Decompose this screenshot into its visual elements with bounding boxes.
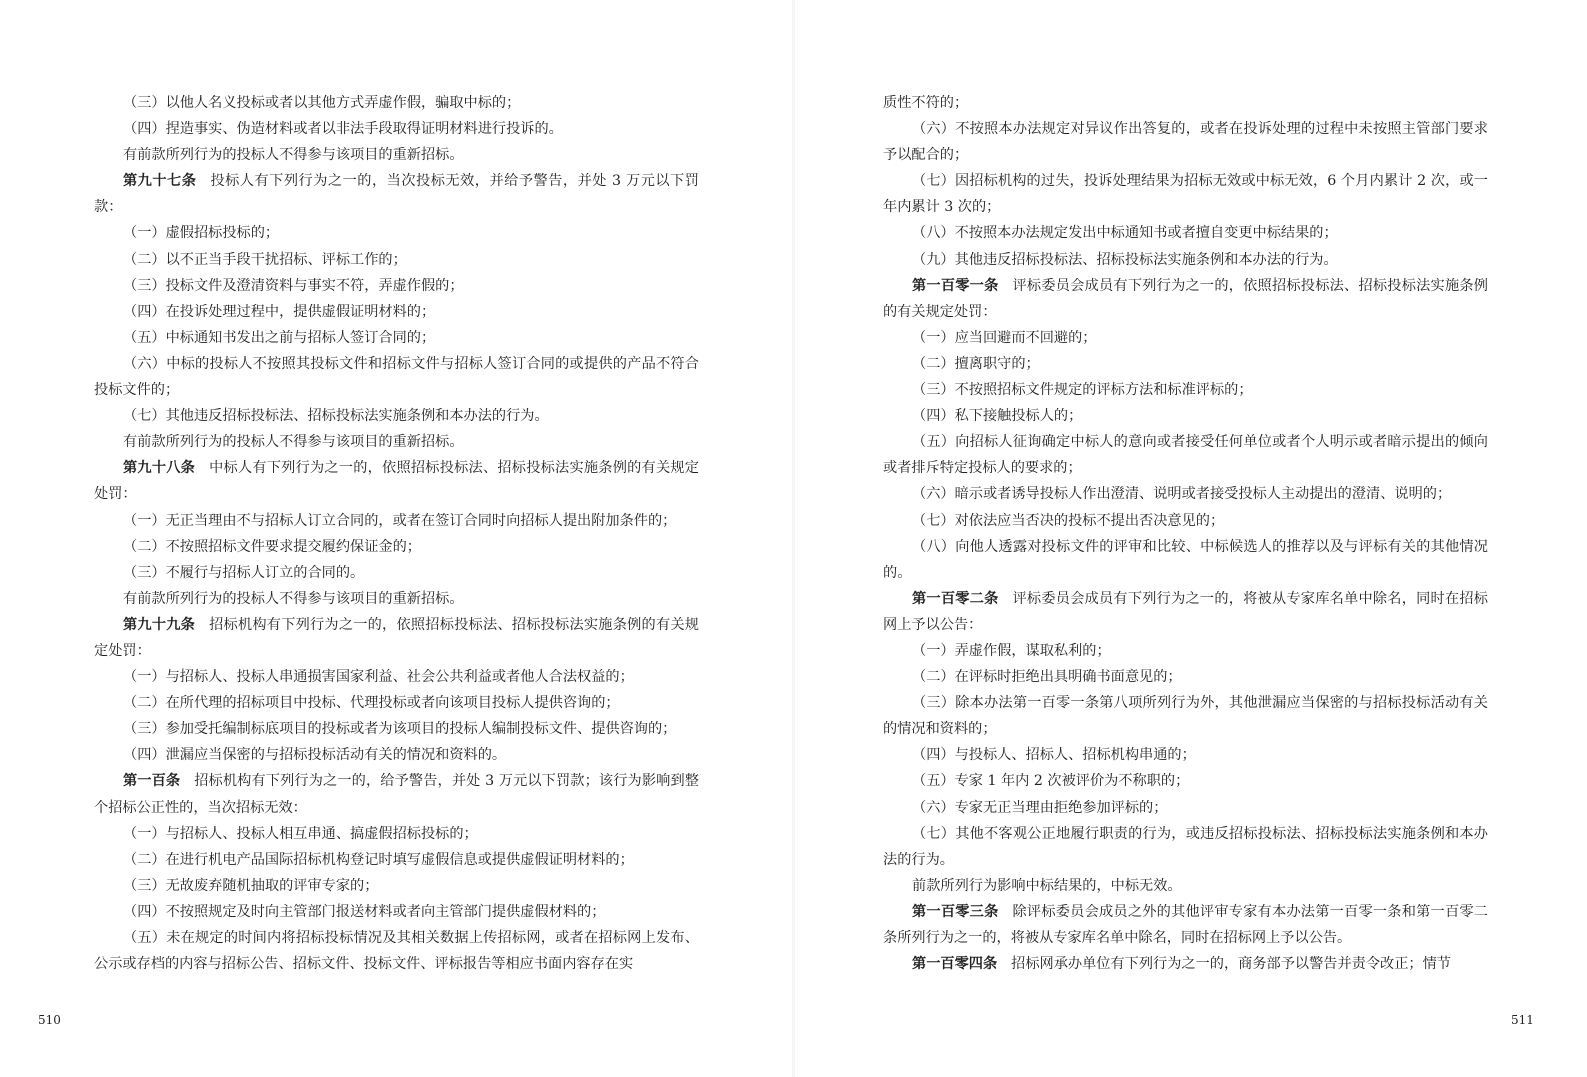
- paragraph-text: （三）不按照招标文件规定的评标方法和标准评标的；: [912, 382, 1253, 399]
- right-page-text: [883, 90, 1488, 977]
- paragraph-text: （五）未在规定的时间内将招标投标情况及其相关数据上传招标网，或者在招标网上发布、公示或存档的内容与招标公告、招标文件、投标文件、评标报告等相应书面内容存在实: [94, 930, 699, 973]
- paragraph-text: 投标人有下列行为之一的，当次投标无效，并给予警告，并处 3 万元以下罚款：: [94, 173, 699, 216]
- article-paragraph: [94, 612, 699, 664]
- paragraph-text: （一）与招标人、投标人相互串通、搞虚假招标投标的；: [123, 825, 478, 842]
- paragraph: [94, 220, 699, 246]
- article-paragraph: [883, 586, 1488, 638]
- paragraph-text: （七）因招标机构的过失，投诉处理结果为招标无效或中标无效，6 个月内累计 2 次，或一年内累计 3 次的；: [883, 173, 1488, 216]
- paragraph-text: （八）不按照本办法规定发出中标通知书或者擅自变更中标结果的；: [912, 225, 1338, 242]
- paragraph-text: （七）其他违反招标投标法、招标投标法实施条例和本办法的行为。: [123, 408, 549, 425]
- paragraph-text: （六）专家无正当理由拒绝参加评标的；: [912, 799, 1168, 816]
- paragraph: [883, 664, 1488, 690]
- paragraph-text: （三）除本办法第一百零一条第八项所列行为外，其他泄漏应当保密的与招标投标活动有关的情况和资料的；: [883, 695, 1488, 738]
- paragraph-text: （四）私下接触投标人的；: [912, 408, 1083, 425]
- article-paragraph: [94, 768, 699, 820]
- paragraph-text: 评标委员会成员有下列行为之一的，依照招标投标法、招标投标法实施条例的有关规定处罚：: [883, 277, 1488, 320]
- paragraph: [94, 90, 699, 116]
- paragraph: [883, 247, 1488, 273]
- paragraph-text: （四）在投诉处理过程中，提供虚假证明材料的；: [123, 303, 436, 320]
- paragraph-text: （一）应当回避而不回避的；: [912, 329, 1097, 346]
- left-page-text: [94, 90, 699, 977]
- paragraph-text: （一）无正当理由不与招标人订立合同的，或者在签订合同时向招标人提出附加条件的；: [123, 512, 677, 529]
- paragraph: [94, 325, 699, 351]
- paragraph-text: 质性不符的；: [883, 95, 969, 111]
- article-number: 第九十九条: [123, 616, 196, 633]
- article-number: 第一百零三条: [912, 903, 999, 920]
- paragraph: [94, 508, 699, 534]
- paragraph: [94, 351, 699, 403]
- paragraph-text: （七）对依法应当否决的投标不提出否决意见的；: [912, 512, 1225, 529]
- paragraph-text: （九）其他违反招标投标法、招标投标法实施条例和本办法的行为。: [912, 251, 1338, 268]
- paragraph: [94, 299, 699, 325]
- paragraph-text: 前款所列行为影响中标结果的，中标无效。: [912, 877, 1182, 894]
- paragraph: [94, 925, 699, 977]
- paragraph-text: 招标网承办单位有下列行为之一的，商务部予以警告并责令改正；情节: [1011, 956, 1451, 973]
- paragraph-text: （三）以他人名义投标或者以其他方式弄虚作假，骗取中标的；: [123, 95, 521, 111]
- paragraph: [883, 351, 1488, 377]
- paragraph-text: 招标机构有下列行为之一的，依照招标投标法、招标投标法实施条例的有关规定处罚：: [94, 616, 699, 659]
- paragraph-text: （三）参加受托编制标底项目的投标或者为该项目的投标人编制投标文件、提供咨询的；: [123, 721, 677, 738]
- paragraph-text: 有前款所列行为的投标人不得参与该项目的重新招标。: [123, 147, 464, 164]
- paragraph: [883, 116, 1488, 168]
- left-page: [0, 0, 793, 1077]
- paragraph: [883, 742, 1488, 768]
- paragraph-text: （一）弄虚作假，谋取私利的；: [912, 642, 1111, 659]
- article-number: 第一百零四条: [912, 956, 998, 973]
- paragraph: [883, 534, 1488, 586]
- paragraph-text: （六）中标的投标人不按照其投标文件和招标文件与招标人签订合同的或提供的产品不符合投标文件的；: [94, 355, 699, 399]
- paragraph: [94, 429, 699, 455]
- paragraph-text: （一）与招标人、投标人串通损害国家利益、社会公共利益或者他人合法权益的；: [123, 669, 634, 686]
- article-paragraph: [883, 273, 1488, 325]
- paragraph-text: 中标人有下列行为之一的，依照招标投标法、招标投标法实施条例的有关规定处罚：: [94, 460, 699, 503]
- paragraph: [94, 116, 699, 142]
- paragraph-text: 有前款所列行为的投标人不得参与该项目的重新招标。: [123, 590, 464, 607]
- paragraph: [883, 873, 1488, 899]
- paragraph-text: （二）在进行机电产品国际招标机构登记时填写虚假信息或提供虚假证明材料的；: [123, 851, 634, 868]
- paragraph: [883, 821, 1488, 873]
- paragraph-text: （八）向他人透露对投标文件的评审和比较、中标候选人的推荐以及与评标有关的其他情况的。: [883, 538, 1488, 581]
- paragraph-text: （四）泄漏应当保密的与招标投标活动有关的情况和资料的。: [123, 747, 507, 764]
- paragraph-text: （三）投标文件及澄清资料与事实不符，弄虚作假的；: [123, 277, 464, 294]
- paragraph: [883, 429, 1488, 481]
- article-number: 第一百零二条: [912, 590, 999, 607]
- paragraph: [883, 325, 1488, 351]
- paragraph: [94, 273, 699, 299]
- paragraph-text: （六）不按照本办法规定对异议作出答复的，或者在投诉处理的过程中未按照主管部门要求予以配合的；: [883, 121, 1488, 164]
- article-paragraph: [94, 455, 699, 507]
- right-page: [794, 0, 1587, 1077]
- paragraph: [883, 377, 1488, 403]
- paragraph: [883, 690, 1488, 742]
- article-number: 第九十八条: [123, 460, 196, 477]
- article-paragraph: [94, 168, 699, 220]
- paragraph-text: （二）以不正当手段干扰招标、评标工作的；: [123, 251, 407, 268]
- paragraph-text: 有前款所列行为的投标人不得参与该项目的重新招标。: [123, 434, 464, 451]
- paragraph-text: （四）不按照规定及时向主管部门报送材料或者向主管部门提供虚假材料的；: [123, 903, 606, 920]
- paragraph-text: （四）捏造事实、伪造材料或者以非法手段取得证明材料进行投诉的。: [123, 121, 563, 138]
- article-number: 第一百零一条: [912, 277, 999, 294]
- paragraph-text: 招标机构有下列行为之一的，给予警告，并处 3 万元以下罚款；该行为影响到整个招标公正性的，当次招标无效：: [94, 773, 699, 816]
- paragraph: [883, 220, 1488, 246]
- paragraph-text: （二）在所代理的招标项目中投标、代理投标或者向该项目投标人提供咨询的；: [123, 695, 620, 712]
- paragraph: [883, 795, 1488, 821]
- paragraph: [94, 664, 699, 690]
- paragraph: [94, 403, 699, 429]
- paragraph-text: （五）中标通知书发出之前与招标人签订合同的；: [123, 329, 436, 346]
- right-page-number: 511: [1511, 1013, 1534, 1027]
- paragraph: [94, 847, 699, 873]
- paragraph-text: （一）虚假招标投标的；: [123, 225, 280, 242]
- paragraph-text: （三）无故废弃随机抽取的评审专家的；: [123, 877, 379, 894]
- paragraph: [883, 638, 1488, 664]
- paragraph-text: （二）不按照招标文件要求提交履约保证金的；: [123, 538, 421, 555]
- paragraph-text: （三）不履行与招标人订立的合同的。: [123, 564, 365, 581]
- article-number: 第九十七条: [123, 173, 197, 190]
- article-paragraph: [883, 951, 1488, 977]
- paragraph: [94, 716, 699, 742]
- article-paragraph: [883, 899, 1488, 951]
- paragraph: [883, 508, 1488, 534]
- paragraph: [883, 768, 1488, 794]
- paragraph: [94, 690, 699, 716]
- paragraph-text: （五）专家 1 年内 2 次被评价为不称职的；: [912, 773, 1190, 790]
- paragraph: [883, 481, 1488, 507]
- paragraph-text: 除评标委员会成员之外的其他评审专家有本办法第一百零一条和第一百零二条所列行为之一的，将被从专家库名单中除名，同时在招标网上予以公告。: [883, 903, 1488, 946]
- paragraph: [94, 586, 699, 612]
- article-number: 第一百条: [123, 773, 181, 790]
- paragraph: [94, 142, 699, 168]
- paragraph-text: （四）与投标人、招标人、招标机构串通的；: [912, 747, 1196, 764]
- paragraph-text: （二）在评标时拒绝出具明确书面意见的；: [912, 669, 1182, 686]
- paragraph: [883, 168, 1488, 220]
- paragraph-text: （二）擅离职守的；: [912, 355, 1040, 372]
- paragraph: [94, 742, 699, 768]
- paragraph: [94, 247, 699, 273]
- paragraph-text: （五）向招标人征询确定中标人的意向或者接受任何单位或者个人明示或者暗示提出的倾向或者排斥特定投标人的要求的；: [883, 434, 1488, 477]
- paragraph-text: （六）暗示或者诱导投标人作出澄清、说明或者接受投标人主动提出的澄清、说明的；: [912, 486, 1452, 503]
- paragraph: [883, 90, 1488, 116]
- paragraph-text: 评标委员会成员有下列行为之一的，将被从专家库名单中除名，同时在招标网上予以公告：: [883, 590, 1488, 633]
- paragraph: [883, 403, 1488, 429]
- paragraph: [94, 899, 699, 925]
- paragraph-text: （七）其他不客观公正地履行职责的行为，或违反招标投标法、招标投标法实施条例和本办法的行为。: [883, 825, 1488, 868]
- paragraph: [94, 873, 699, 899]
- paragraph: [94, 534, 699, 560]
- paragraph: [94, 560, 699, 586]
- paragraph: [94, 821, 699, 847]
- left-page-number: 510: [38, 1013, 61, 1027]
